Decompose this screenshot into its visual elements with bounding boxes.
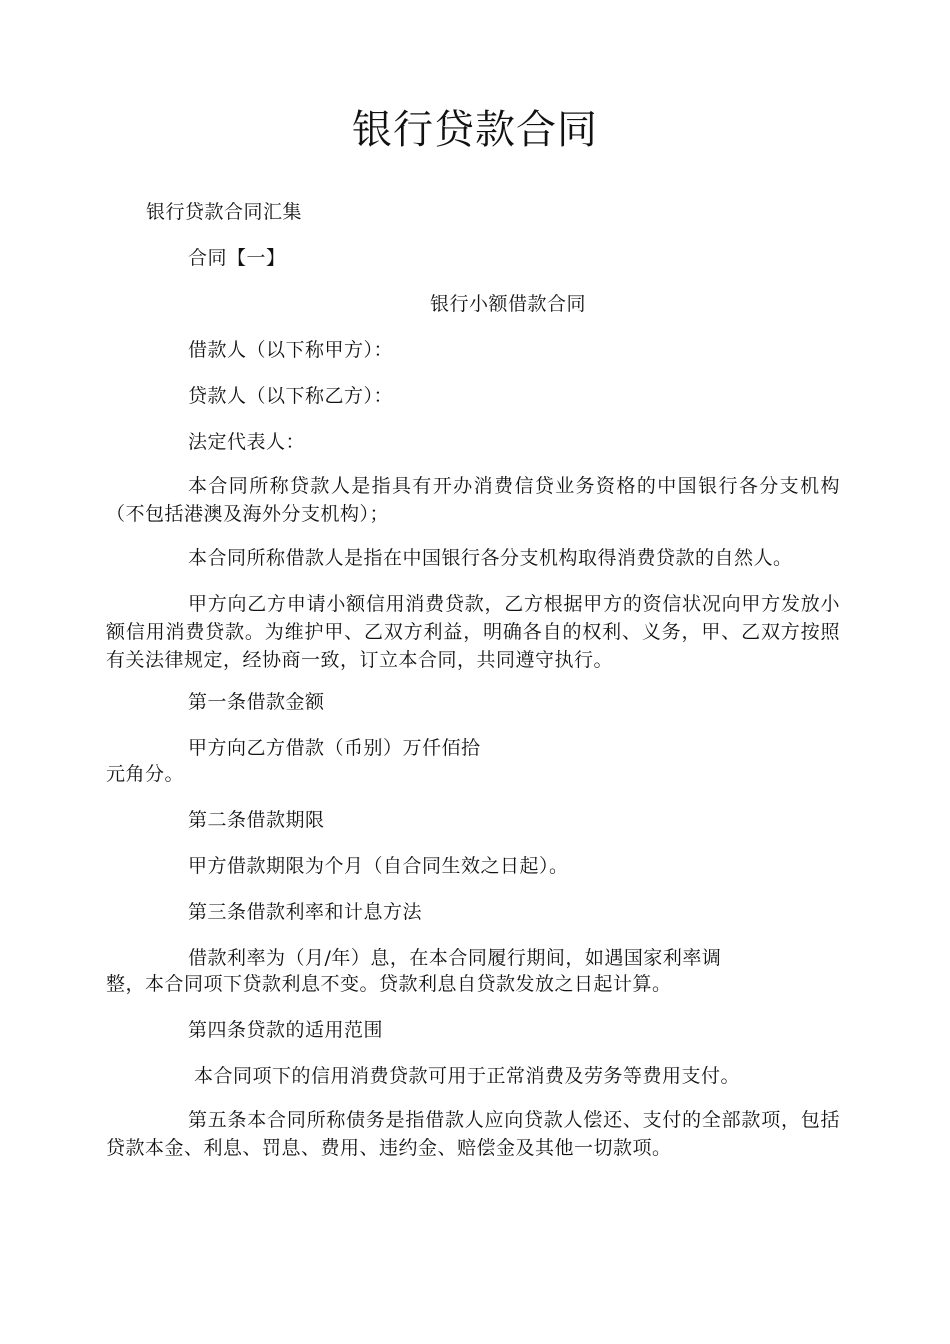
contract-number: 合同【一】 xyxy=(188,247,286,269)
collection-heading: 银行贷款合同汇集 xyxy=(146,201,303,223)
contract-subtitle: 银行小额借款合同 xyxy=(430,293,587,315)
article-3-line-1: 借款利率为（月/年）息，在本合同履行期间，如遇国家利率调 xyxy=(188,947,722,969)
article-5-body: 第五条本合同所称债务是指借款人应向贷款人偿还、支付的全部款项，包括贷款本金、利息、罚息、费用、违约金、赔偿金及其他一切款项。 xyxy=(106,1109,840,1159)
article-3-line-2: 整，本合同项下贷款利息不变。贷款利息自贷款发放之日起计算。 xyxy=(106,973,672,995)
article-2-body: 甲方借款期限为个月（自合同生效之日起）。 xyxy=(188,855,569,877)
legal-representative-line: 法定代表人： xyxy=(188,431,306,453)
article-1-line-1: 甲方向乙方借款（币别）万仟佰拾 xyxy=(188,737,481,759)
article-1-line-2: 元角分。 xyxy=(106,763,185,785)
paragraph-intro: 甲方向乙方申请小额信用消费贷款，乙方根据甲方的资信状况向甲方发放小额信用消费贷款。为维护甲、乙双方利益，明确各自的权利、义务，甲、乙双方按照有关法律规定，经协商一致，订立本合同，共同遵守执行。 xyxy=(106,593,840,671)
article-4-body: 本合同项下的信用消费贷款可用于正常消费及劳务等费用支付。 xyxy=(194,1065,741,1087)
paragraph-borrower-definition: 本合同所称借款人是指在中国银行各分支机构取得消费贷款的自然人。 xyxy=(188,547,793,569)
article-1-heading: 第一条借款金额 xyxy=(188,691,325,713)
article-3-heading: 第三条借款利率和计息方法 xyxy=(188,901,423,923)
lender-line: 贷款人（以下称乙方）： xyxy=(188,385,394,407)
article-2-heading: 第二条借款期限 xyxy=(188,809,325,831)
borrower-line: 借款人（以下称甲方）： xyxy=(188,339,394,361)
paragraph-lender-definition: 本合同所称贷款人是指具有开办消费信贷业务资格的中国银行各分支机构（不包括港澳及海外分支机构）； xyxy=(106,475,840,525)
document-title: 银行贷款合同 xyxy=(352,107,598,153)
article-4-heading: 第四条贷款的适用范围 xyxy=(188,1019,384,1041)
